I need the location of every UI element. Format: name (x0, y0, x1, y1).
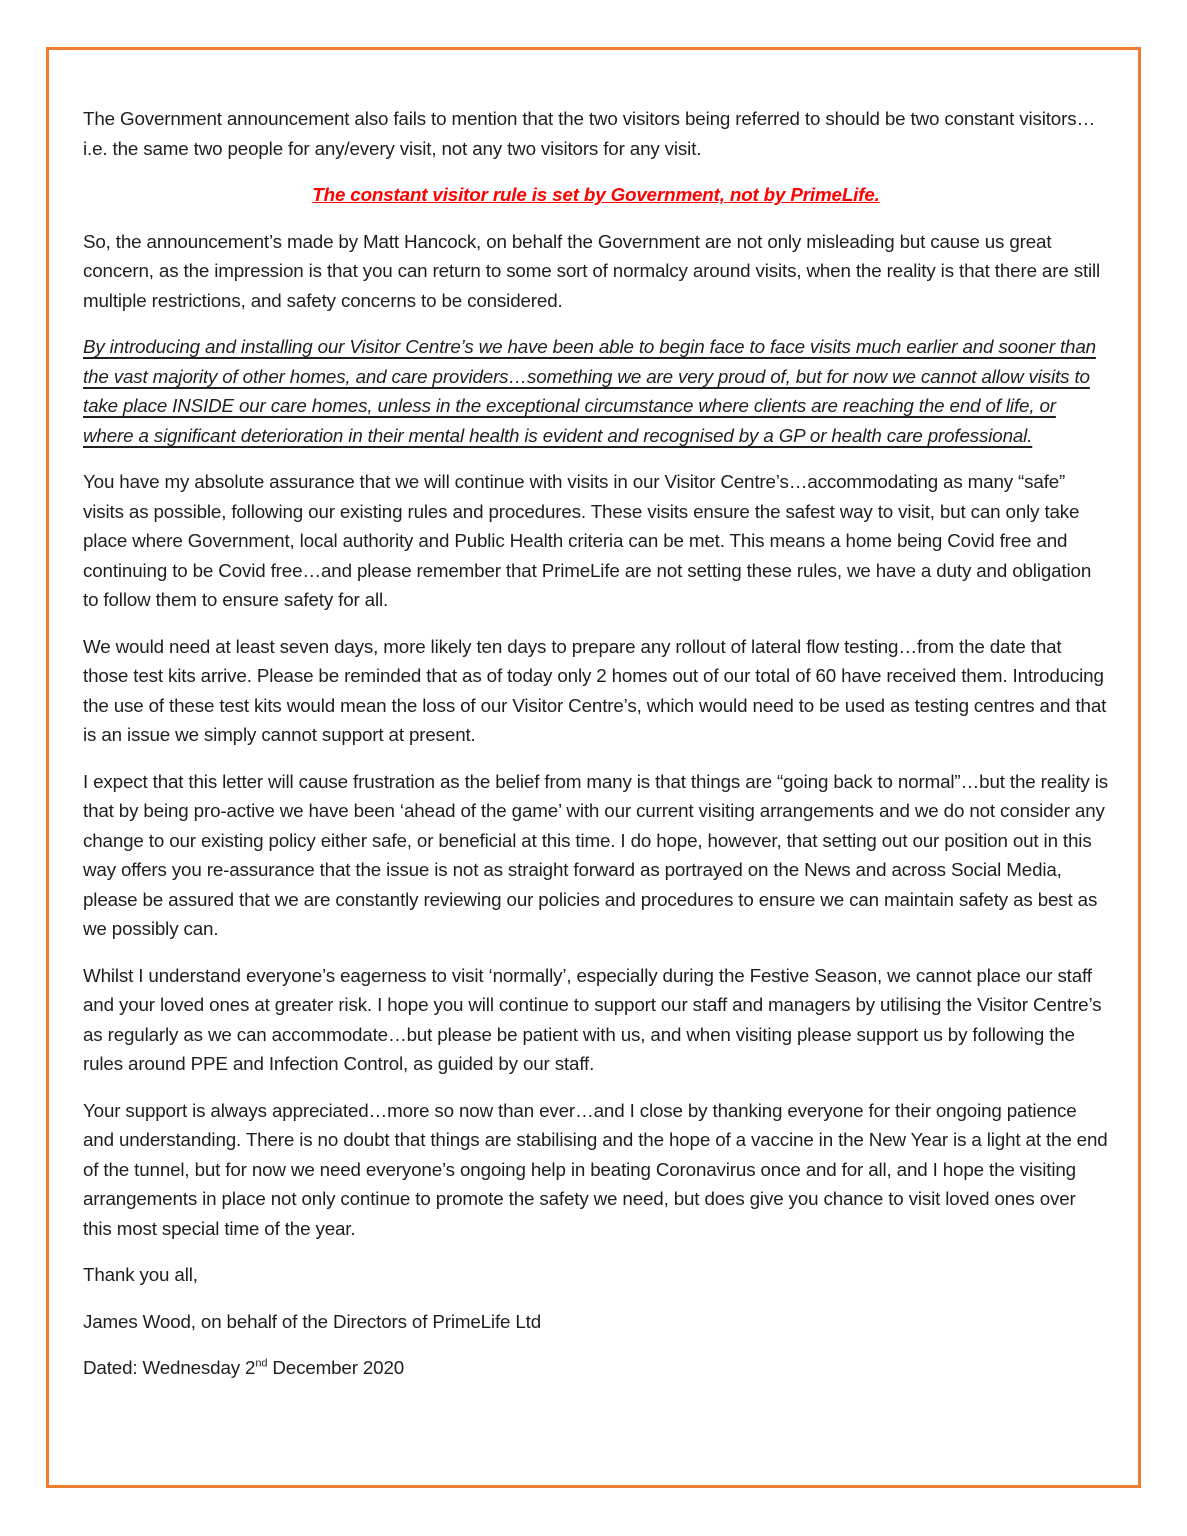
letter-paragraph-government-announcement: The Government announcement also fails to mention that the two visitors being referred to should be two constant visitors…i.e. the same two people for any/every visit, not any two visitors for any visit. (83, 108, 1096, 159)
letter-body (83, 104, 1109, 1400)
closing-line: Thank you all, (83, 1264, 198, 1285)
date-ordinal-superscript: nd (255, 1357, 268, 1370)
date-suffix: December 2020 (267, 1357, 405, 1378)
letter-paragraph-support-appreciated: Your support is always appreciated…more so now than ever…and I close by thanking everyone for their ongoing patience and understanding. There is no doubt that things are stabilising and the hope of a vaccine in the New Year is a light at the end of the tunnel, but for now we need everyone’s ongoing help in beating Coronavirus once and for all, and I hope the visiting arrangements in place not only continue to promote the safety we need, but does give you chance to visit loved ones over this most special time of the year. (83, 1099, 1108, 1239)
visitor-centre-policy-paragraph: By introducing and installing our Visitor Centre’s we have been able to begin face to face visits much earlier and sooner than the vast majority of other homes, and care providers…something we are very proud of, but for now we cannot allow visits to take place INSIDE our care homes, unless in the exceptional circumstance where clients are reaching the end of life, or where a significant deterioration in their mental health is evident and recognised by a GP or health care professional. (83, 336, 1096, 446)
letter-paragraph-expect-frustration: I expect that this letter will cause frustration as the belief from many is that things are “going back to normal”…but the reality is that by being pro-active we have been ‘ahead of the game’ with our current visiting arrangements and we do not consider any change to our existing policy either safe, or beneficial at this time. I do hope, however, that setting out our position out in this way offers you re-assurance that the issue is not as straight forward as portrayed on the News and across Social Media, please be assured that we are constantly reviewing our policies and procedures to ensure we can maintain safety as best as we possibly can. (83, 770, 1108, 939)
letter-paragraph-lateral-flow-testing: We would need at least seven days, more likely ten days to prepare any rollout of lateral flow testing…from the date that those test kits arrive. Please be reminded that as of today only 2 homes out of our total of 60 have received them. Introducing the use of these test kits would mean the loss of our Visitor Centre’s, which would need to be used as testing centres and that is an issue we simply cannot support at present. (83, 635, 1107, 745)
letter-paragraph-assurance: You have my absolute assurance that we will continue with visits in our Visitor Centre’s…accommodating as many “safe” visits as possible, following our existing rules and procedures. These visits ensure the safest way to visit, but can only take place where Government, local authority and Public Health criteria can be met. This means a home being Covid free and continuing to be Covid free…and please remember that PrimeLife are not setting these rules, we have a duty and obligation to follow them to ensure safety for all. (83, 471, 1092, 610)
signature-line: James Wood, on behalf of the Directors of PrimeLife Ltd (83, 1310, 542, 1332)
date-prefix: Dated: Wednesday 2 (83, 1357, 256, 1378)
letter-paragraph-matt-hancock: So, the announcement’s made by Matt Hancock, on behalf the Government are not only misleading but cause us great concern, as the impression is that you can return to some sort of normalcy around visits, when the reality is that there are still multiple restrictions, and safety concerns to be considered. (83, 230, 1101, 311)
letter-paragraph-festive-season: Whilst I understand everyone’s eagerness to visit ‘normally’, especially during the Festive Season, we cannot place our staff and your loved ones at greater risk. I hope you will continue to support our staff and managers by utilising the Visitor Centre’s as regularly as we can accommodate…but please be patient with us, and when visiting please support us by following the rules around PPE and Infection Control, as guided by our staff. (83, 964, 1102, 1074)
date-line (83, 1353, 1109, 1383)
constant-visitor-rule-highlight: The constant visitor rule is set by Government, not by PrimeLife. (312, 184, 880, 205)
